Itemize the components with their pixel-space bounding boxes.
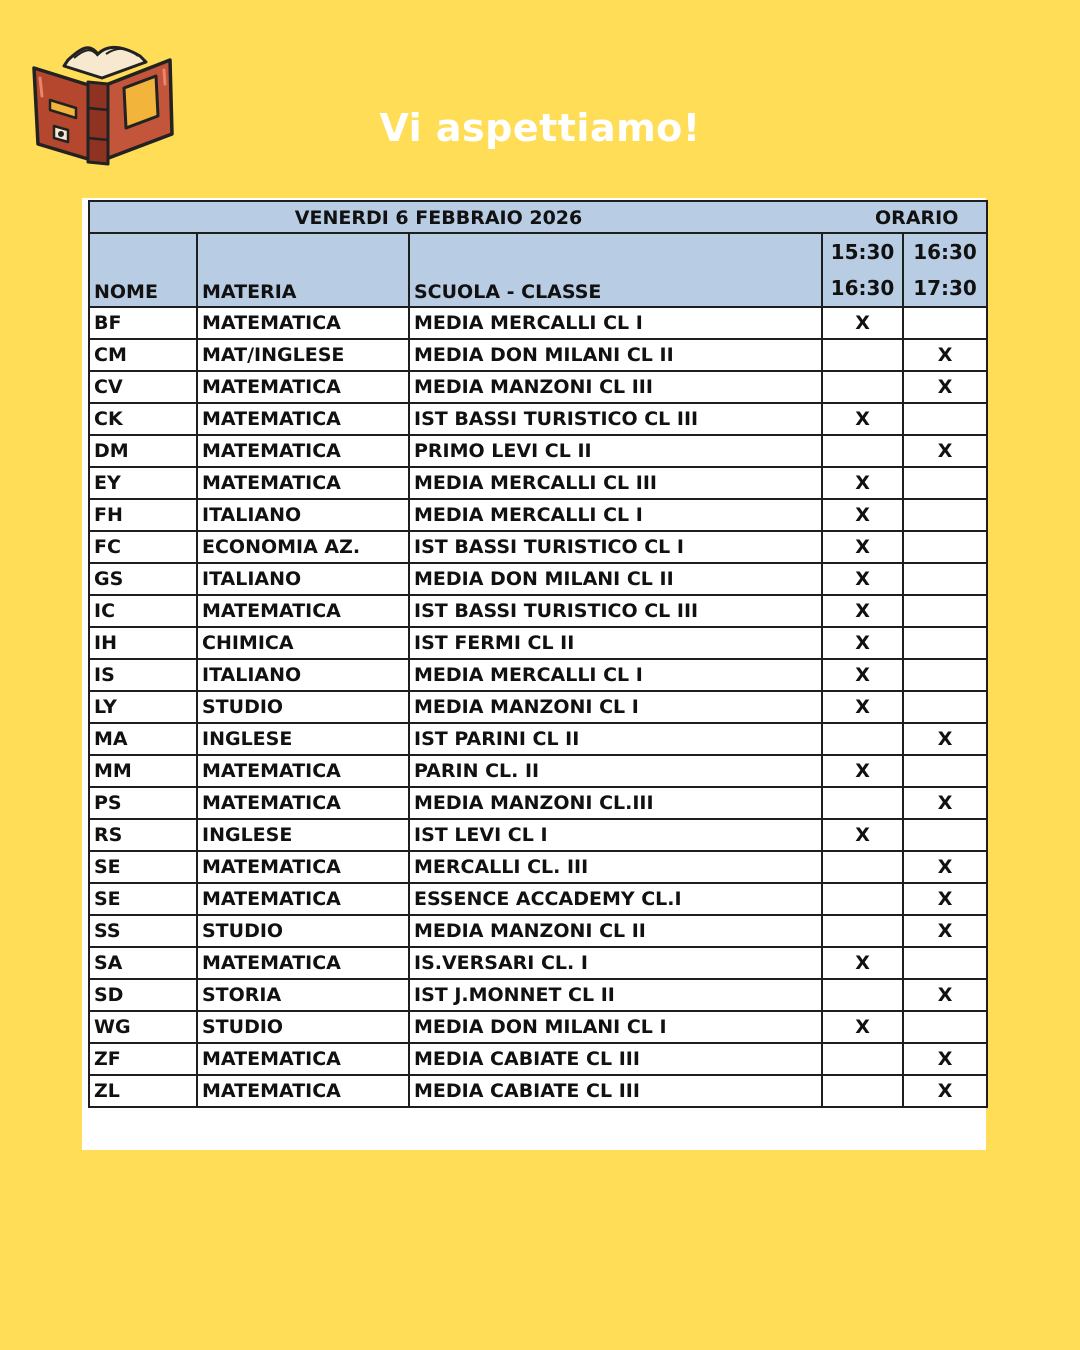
cell-materia: MATEMATICA [197, 595, 409, 627]
cell-slot-2 [903, 531, 987, 563]
cell-slot-1 [822, 915, 903, 947]
table-row [89, 851, 987, 883]
cell-scuola: IST J.MONNET CL II [409, 979, 822, 1011]
table-row [89, 531, 987, 563]
table-row [89, 659, 987, 691]
cell-slot-2 [903, 691, 987, 723]
cell-nome: SS [89, 915, 197, 947]
cell-slot-1 [822, 851, 903, 883]
table-row [89, 595, 987, 627]
cell-slot-2: X [903, 371, 987, 403]
orario-label: ORARIO [875, 207, 959, 229]
cell-slot-1 [822, 1043, 903, 1075]
table-row [89, 787, 987, 819]
cell-nome: FH [89, 499, 197, 531]
cell-slot-1: X [822, 307, 903, 339]
slot-2-end: 17:30 [913, 276, 977, 300]
cell-slot-2: X [903, 915, 987, 947]
cell-materia: ECONOMIA AZ. [197, 531, 409, 563]
cell-materia: MATEMATICA [197, 755, 409, 787]
cell-slot-1: X [822, 755, 903, 787]
table-row [89, 307, 987, 339]
cell-scuola: IST PARINI CL II [409, 723, 822, 755]
cell-slot-1: X [822, 467, 903, 499]
table-row [89, 755, 987, 787]
cell-scuola: MEDIA CABIATE CL III [409, 1043, 822, 1075]
cell-materia: MATEMATICA [197, 851, 409, 883]
cell-nome: IH [89, 627, 197, 659]
cell-scuola: MEDIA MERCALLI CL I [409, 499, 822, 531]
table-row [89, 723, 987, 755]
cell-slot-1 [822, 787, 903, 819]
cell-materia: MATEMATICA [197, 307, 409, 339]
cell-slot-1: X [822, 531, 903, 563]
cell-slot-1: X [822, 499, 903, 531]
cell-slot-2 [903, 627, 987, 659]
cell-materia: STUDIO [197, 691, 409, 723]
cell-slot-2 [903, 307, 987, 339]
cell-slot-2 [903, 563, 987, 595]
cell-nome: MA [89, 723, 197, 755]
cell-slot-1: X [822, 819, 903, 851]
column-header-scuola: SCUOLA - CLASSE [409, 233, 822, 307]
table-row [89, 499, 987, 531]
cell-scuola: MEDIA MERCALLI CL I [409, 659, 822, 691]
cell-nome: EY [89, 467, 197, 499]
cell-materia: ITALIANO [197, 563, 409, 595]
cell-nome: ZF [89, 1043, 197, 1075]
cell-materia: MATEMATICA [197, 403, 409, 435]
cell-nome: SE [89, 883, 197, 915]
headline: Vi aspettiamo! [379, 106, 701, 150]
column-header-slot-1 [822, 233, 903, 307]
cell-scuola: MEDIA MANZONI CL.III [409, 787, 822, 819]
cell-nome: LY [89, 691, 197, 723]
table-row [89, 691, 987, 723]
cell-materia: INGLESE [197, 723, 409, 755]
cell-scuola: IST BASSI TURISTICO CL I [409, 531, 822, 563]
cell-materia: MATEMATICA [197, 883, 409, 915]
cell-materia: CHIMICA [197, 627, 409, 659]
cell-nome: GS [89, 563, 197, 595]
table-row [89, 883, 987, 915]
cell-slot-2 [903, 819, 987, 851]
cell-scuola: MEDIA DON MILANI CL II [409, 339, 822, 371]
slot-1-end: 16:30 [830, 276, 895, 300]
cell-slot-2: X [903, 339, 987, 371]
table-row [89, 1011, 987, 1043]
cell-nome: RS [89, 819, 197, 851]
cell-slot-2: X [903, 883, 987, 915]
cell-scuola: MEDIA MANZONI CL II [409, 915, 822, 947]
cell-scuola: MEDIA DON MILANI CL II [409, 563, 822, 595]
cell-slot-1 [822, 883, 903, 915]
title-row [89, 201, 987, 233]
table-row [89, 979, 987, 1011]
cell-slot-2: X [903, 723, 987, 755]
cell-nome: DM [89, 435, 197, 467]
cell-materia: MATEMATICA [197, 787, 409, 819]
cell-materia: STUDIO [197, 915, 409, 947]
cell-slot-1 [822, 339, 903, 371]
cell-materia: ITALIANO [197, 499, 409, 531]
date-title: VENERDI 6 FEBBRAIO 2026 [89, 201, 903, 233]
table-row [89, 403, 987, 435]
cell-scuola: MEDIA DON MILANI CL I [409, 1011, 822, 1043]
cell-scuola: IST LEVI CL I [409, 819, 822, 851]
cell-slot-1 [822, 979, 903, 1011]
cell-slot-2: X [903, 979, 987, 1011]
cell-slot-2 [903, 659, 987, 691]
slot-2-start: 16:30 [913, 240, 977, 264]
cell-slot-2 [903, 403, 987, 435]
cell-slot-1: X [822, 947, 903, 979]
table-row [89, 467, 987, 499]
cell-nome: SE [89, 851, 197, 883]
cell-slot-1 [822, 723, 903, 755]
cell-materia: STUDIO [197, 1011, 409, 1043]
schedule-sheet [82, 198, 986, 1150]
cell-scuola: IST BASSI TURISTICO CL III [409, 403, 822, 435]
table-row [89, 435, 987, 467]
cell-scuola: ESSENCE ACCADEMY CL.I [409, 883, 822, 915]
cell-nome: CV [89, 371, 197, 403]
table-row [89, 947, 987, 979]
cell-nome: FC [89, 531, 197, 563]
cell-materia: ITALIANO [197, 659, 409, 691]
column-header-materia: MATERIA [197, 233, 409, 307]
cell-scuola: IS.VERSARI CL. I [409, 947, 822, 979]
cell-slot-1: X [822, 563, 903, 595]
cell-materia: MAT/INGLESE [197, 339, 409, 371]
cell-materia: STORIA [197, 979, 409, 1011]
cell-scuola: MEDIA MANZONI CL III [409, 371, 822, 403]
cell-nome: CM [89, 339, 197, 371]
column-header-row [89, 233, 987, 307]
cell-slot-1: X [822, 595, 903, 627]
cell-materia: MATEMATICA [197, 1043, 409, 1075]
cell-slot-2: X [903, 1075, 987, 1107]
cell-slot-2 [903, 947, 987, 979]
cell-slot-2 [903, 595, 987, 627]
cell-scuola: IST BASSI TURISTICO CL III [409, 595, 822, 627]
cell-nome: PS [89, 787, 197, 819]
cell-slot-2: X [903, 787, 987, 819]
table-row [89, 563, 987, 595]
cell-slot-1: X [822, 627, 903, 659]
table-row [89, 371, 987, 403]
table-row [89, 1075, 987, 1107]
cell-nome: WG [89, 1011, 197, 1043]
cell-nome: IC [89, 595, 197, 627]
cell-nome: SD [89, 979, 197, 1011]
cell-scuola: PRIMO LEVI CL II [409, 435, 822, 467]
schedule-table [88, 200, 988, 1108]
cell-slot-2 [903, 1011, 987, 1043]
cell-materia: MATEMATICA [197, 435, 409, 467]
cell-slot-1: X [822, 691, 903, 723]
cell-slot-1: X [822, 1011, 903, 1043]
cell-scuola: MEDIA MANZONI CL I [409, 691, 822, 723]
table-row [89, 915, 987, 947]
cell-materia: MATEMATICA [197, 371, 409, 403]
cell-scuola: MEDIA CABIATE CL III [409, 1075, 822, 1107]
table-row [89, 339, 987, 371]
cell-materia: MATEMATICA [197, 1075, 409, 1107]
cell-slot-1 [822, 1075, 903, 1107]
cell-nome: ZL [89, 1075, 197, 1107]
cell-slot-2 [903, 755, 987, 787]
column-header-slot-2 [903, 233, 987, 307]
cell-slot-1: X [822, 403, 903, 435]
cell-slot-1 [822, 371, 903, 403]
column-header-nome: NOME [89, 233, 197, 307]
cell-nome: MM [89, 755, 197, 787]
cell-scuola: MEDIA MERCALLI CL I [409, 307, 822, 339]
table-row [89, 1043, 987, 1075]
cell-slot-1 [822, 435, 903, 467]
cell-slot-1: X [822, 659, 903, 691]
cell-slot-2: X [903, 851, 987, 883]
cell-scuola: PARIN CL. II [409, 755, 822, 787]
cell-materia: MATEMATICA [197, 947, 409, 979]
table-row [89, 627, 987, 659]
cell-materia: INGLESE [197, 819, 409, 851]
table-row [89, 819, 987, 851]
cell-nome: SA [89, 947, 197, 979]
cell-slot-2: X [903, 1043, 987, 1075]
cell-nome: IS [89, 659, 197, 691]
cell-materia: MATEMATICA [197, 467, 409, 499]
cell-scuola: MERCALLI CL. III [409, 851, 822, 883]
cell-slot-2: X [903, 435, 987, 467]
cell-scuola: IST FERMI CL II [409, 627, 822, 659]
cell-slot-2 [903, 467, 987, 499]
cell-nome: BF [89, 307, 197, 339]
cell-slot-2 [903, 499, 987, 531]
slot-1-start: 15:30 [830, 240, 895, 264]
cell-scuola: MEDIA MERCALLI CL III [409, 467, 822, 499]
cell-nome: CK [89, 403, 197, 435]
